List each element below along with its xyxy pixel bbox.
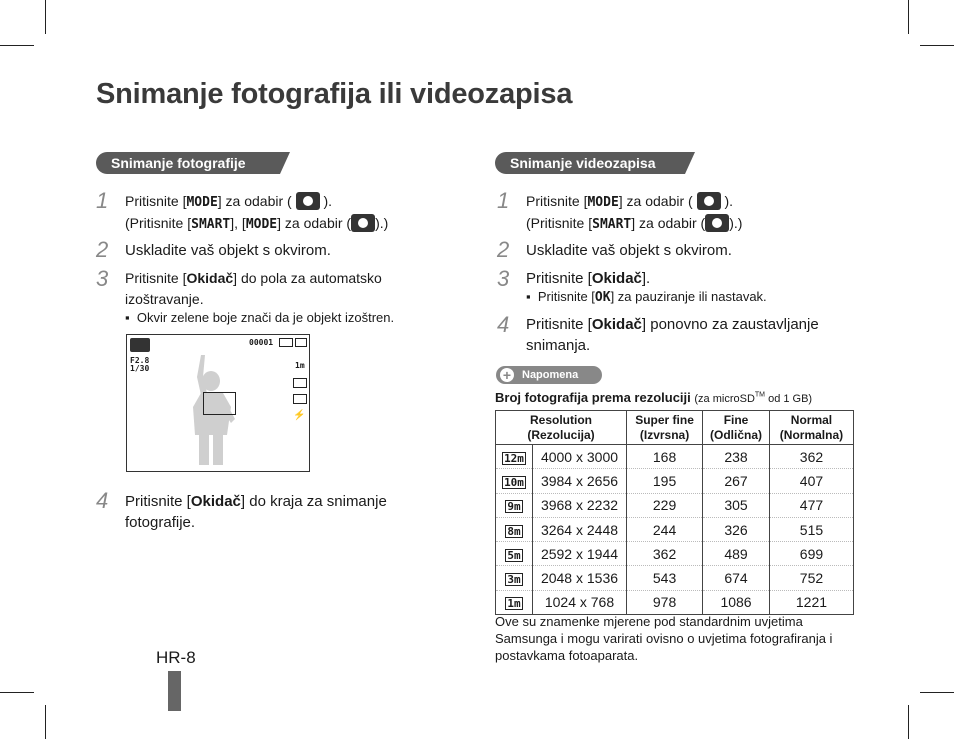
camera-screen-illustration	[126, 334, 310, 472]
movie-icon	[697, 192, 721, 210]
step-3-video: Pritisnite [Okidač].	[526, 270, 651, 287]
table-row	[496, 566, 854, 590]
superfine-cell: 168	[627, 445, 703, 469]
step-number: 1	[497, 188, 510, 213]
res-icon-cell	[496, 590, 533, 614]
res-value-cell: 1024 x 768	[533, 590, 627, 614]
crop-mark	[908, 0, 909, 34]
table-row	[496, 445, 854, 469]
superfine-cell: 978	[627, 590, 703, 614]
aperture-value: F2.8	[130, 356, 150, 365]
res-icon-cell	[496, 445, 533, 469]
step-3-photo: Pritisnite [Okidač] do pola za automatsko izoštravanje.	[125, 270, 382, 307]
table-row	[496, 590, 854, 614]
focus-frame	[203, 392, 236, 415]
col-header-normal: Normal (Normalna)	[769, 411, 853, 445]
table-title: Broj fotografija prema rezoluciji (za microSD™ od 1 GB)	[495, 390, 813, 405]
col-header-fine: Fine (Odlična)	[703, 411, 770, 445]
normal-cell: 362	[769, 445, 853, 469]
res-value-cell: 4000 x 3000	[533, 445, 627, 469]
crop-mark	[908, 705, 909, 739]
crop-mark	[920, 692, 954, 693]
normal-cell: 515	[769, 517, 853, 541]
crop-mark	[0, 692, 34, 693]
step-number: 2	[96, 237, 109, 262]
resolution-icon: 12m	[504, 451, 524, 465]
step-number: 4	[96, 488, 109, 513]
crop-mark	[920, 45, 954, 46]
shutter-value: 1/30	[130, 364, 150, 373]
step-1-photo: Pritisnite [MODE] za odabir ( ). (Pritisnite [SMART], [MODE] za odabir ( ).)	[125, 193, 389, 232]
res-value-cell: 3968 x 2232	[533, 493, 627, 517]
step-4-video: Pritisnite [Okidač] ponovno za zaustavljanje snimanja.	[526, 316, 819, 354]
col-header-resolution: Resolution (Rezolucija)	[496, 411, 627, 445]
fine-cell: 1086	[703, 590, 770, 614]
resolution-indicator: 1m	[295, 361, 305, 370]
res-value-cell: 3984 x 2656	[533, 469, 627, 493]
superfine-cell: 362	[627, 542, 703, 566]
fine-cell: 326	[703, 517, 770, 541]
table-row	[496, 469, 854, 493]
fine-cell: 305	[703, 493, 770, 517]
crop-mark	[45, 705, 46, 739]
table-row	[496, 542, 854, 566]
res-icon-cell	[496, 469, 533, 493]
resolution-icon: 8m	[507, 524, 521, 538]
page-title: Snimanje fotografija ili videozapisa	[96, 78, 573, 110]
step-number: 3	[497, 266, 510, 291]
superfine-cell: 229	[627, 493, 703, 517]
fine-cell: 267	[703, 469, 770, 493]
step-2-photo: Uskladite vaš objekt s okvirom.	[125, 242, 331, 259]
note-badge: + Napomena	[496, 366, 602, 384]
res-icon-cell	[496, 542, 533, 566]
step-3-photo-bullet: ▪ Okvir zelene boje znači da je objekt izoštren.	[125, 310, 395, 325]
resolution-icon: 3m	[507, 573, 521, 587]
res-value-cell: 2048 x 1536	[533, 566, 627, 590]
fine-cell: 238	[703, 445, 770, 469]
step-number: 1	[96, 188, 109, 213]
col-header-superfine: Super fine (Izvrsna)	[627, 411, 703, 445]
res-icon-cell	[496, 493, 533, 517]
normal-cell: 752	[769, 566, 853, 590]
quality-icon	[293, 378, 307, 388]
section-header-video: Snimanje videozapisa	[495, 152, 685, 174]
res-value-cell: 3264 x 2448	[533, 517, 627, 541]
battery-icon	[295, 338, 307, 347]
footnote: Ove su znamenke mjerene pod standardnim uvjetima Samsunga i mogu varirati ovisno o uvjetima fotografiranja i postavkama fotoaparata.	[495, 614, 833, 663]
resolution-table	[495, 410, 854, 615]
flash-icon: ⚡	[293, 410, 306, 421]
table-row	[496, 493, 854, 517]
resolution-icon: 5m	[507, 548, 521, 562]
normal-cell: 407	[769, 469, 853, 493]
resolution-icon: 9m	[507, 500, 521, 514]
resolution-icon: 10m	[504, 475, 524, 489]
memory-icon	[279, 338, 293, 347]
superfine-cell: 195	[627, 469, 703, 493]
step-1-video: Pritisnite [MODE] za odabir ( ). (Pritisnite [SMART] za odabir ( ).)	[526, 193, 743, 232]
superfine-cell: 244	[627, 517, 703, 541]
res-icon-cell	[496, 517, 533, 541]
res-value-cell: 2592 x 1944	[533, 542, 627, 566]
fine-cell: 674	[703, 566, 770, 590]
resolution-icon: 1m	[507, 597, 521, 611]
normal-cell: 1221	[769, 590, 853, 614]
step-3-video-bullet: ▪ Pritisnite [OK] za pauziranje ili nastavak.	[526, 289, 767, 305]
step-number: 4	[497, 312, 510, 337]
crop-mark	[45, 0, 46, 34]
res-icon-cell	[496, 566, 533, 590]
section-header-photo: Snimanje fotografije	[96, 152, 280, 174]
step-2-video: Uskladite vaš objekt s okvirom.	[526, 242, 732, 259]
page-tab-marker	[168, 671, 181, 711]
normal-cell: 477	[769, 493, 853, 517]
smart-auto-icon	[351, 214, 375, 232]
step-number: 2	[497, 237, 510, 262]
crop-mark	[0, 45, 34, 46]
page-number: HR-8	[156, 648, 196, 667]
normal-cell: 699	[769, 542, 853, 566]
superfine-cell: 543	[627, 566, 703, 590]
metering-icon	[293, 394, 307, 404]
fine-cell: 489	[703, 542, 770, 566]
step-4-photo: Pritisnite [Okidač] do kraja za snimanje fotografije.	[125, 493, 387, 531]
camera-program-icon	[296, 192, 320, 210]
shot-counter: 00001	[249, 338, 274, 347]
table-row	[496, 517, 854, 541]
step-number: 3	[96, 266, 109, 291]
smart-movie-icon	[705, 214, 729, 232]
camera-mode-icon	[130, 338, 150, 352]
